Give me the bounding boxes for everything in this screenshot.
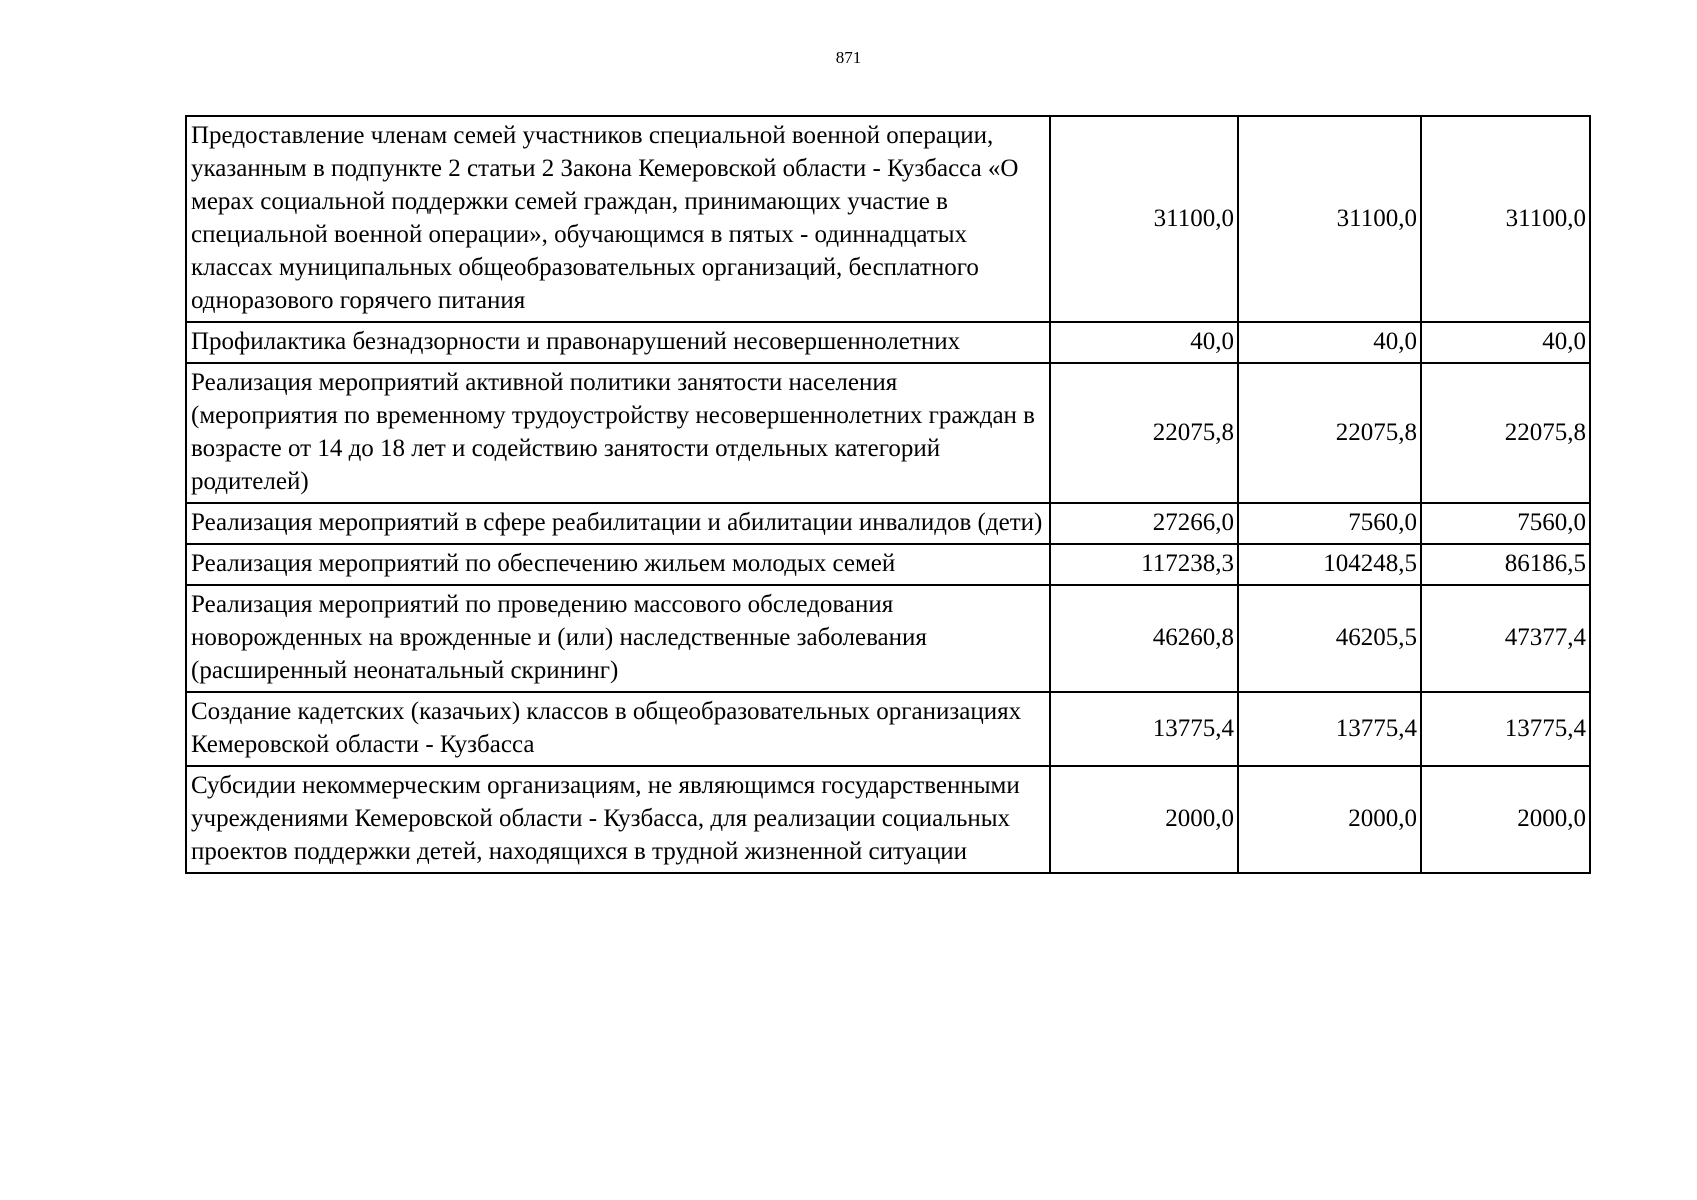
row-value-1: 27266,0 [1050, 503, 1238, 544]
row-value-3: 13775,4 [1421, 692, 1590, 766]
row-value-3: 22075,8 [1421, 363, 1590, 503]
row-description: Субсидии некоммерческим организациям, не являющимся государственными учреждениями Кемеровской области - Кузбасса, для реализации социальных проектов поддержки детей, находящихся в трудной жизненной ситуации [186, 766, 1050, 873]
row-value-3: 47377,4 [1421, 585, 1590, 692]
row-value-2: 22075,8 [1238, 363, 1421, 503]
row-value-2: 13775,4 [1238, 692, 1421, 766]
table-row [186, 585, 1590, 692]
row-value-3: 31100,0 [1421, 116, 1590, 322]
row-value-3: 40,0 [1421, 322, 1590, 363]
row-description: Реализация мероприятий по проведению массового обследования новорожденных на врожденные и (или) наследственные заболевания (расширенный неонатальный скрининг) [186, 585, 1050, 692]
table-row [186, 322, 1590, 363]
row-description: Предоставление членам семей участников специальной военной операции, указанным в подпункте 2 статьи 2 Закона Кемеровской области - Кузбасса «О мерах социальной поддержки семей граждан, принимающих участие в специальной военной операции», обучающимся в пятых - одиннадцатых классах муниципальных общеобразовательных организаций, бесплатного одноразового горячего питания [186, 116, 1050, 322]
row-value-2: 46205,5 [1238, 585, 1421, 692]
row-value-1: 40,0 [1050, 322, 1238, 363]
row-value-1: 2000,0 [1050, 766, 1238, 873]
row-value-1: 31100,0 [1050, 116, 1238, 322]
table-row [186, 116, 1590, 322]
table-row [186, 766, 1590, 873]
row-value-2: 7560,0 [1238, 503, 1421, 544]
row-description: Создание кадетских (казачьих) классов в общеобразовательных организациях Кемеровской области - Кузбасса [186, 692, 1050, 766]
table-row [186, 692, 1590, 766]
row-value-3: 7560,0 [1421, 503, 1590, 544]
budget-table [185, 115, 1591, 874]
table-row [186, 544, 1590, 585]
row-value-2: 2000,0 [1238, 766, 1421, 873]
row-value-1: 46260,8 [1050, 585, 1238, 692]
table-row [186, 363, 1590, 503]
row-value-3: 2000,0 [1421, 766, 1590, 873]
page-number: 871 [835, 48, 862, 67]
row-value-2: 104248,5 [1238, 544, 1421, 585]
row-value-1: 117238,3 [1050, 544, 1238, 585]
row-value-2: 40,0 [1238, 322, 1421, 363]
row-description: Реализация мероприятий в сфере реабилитации и абилитации инвалидов (дети) [186, 503, 1050, 544]
row-value-3: 86186,5 [1421, 544, 1590, 585]
table-row [186, 503, 1590, 544]
row-value-2: 31100,0 [1238, 116, 1421, 322]
row-description: Реализация мероприятий по обеспечению жильем молодых семей [186, 544, 1050, 585]
row-value-1: 22075,8 [1050, 363, 1238, 503]
row-description: Реализация мероприятий активной политики занятости населения (мероприятия по временному трудоустройству несовершеннолетних граждан в возрасте от 14 до 18 лет и содействию занятости отдельных категорий родителей) [186, 363, 1050, 503]
row-description: Профилактика безнадзорности и правонарушений несовершеннолетних [186, 322, 1050, 363]
row-value-1: 13775,4 [1050, 692, 1238, 766]
